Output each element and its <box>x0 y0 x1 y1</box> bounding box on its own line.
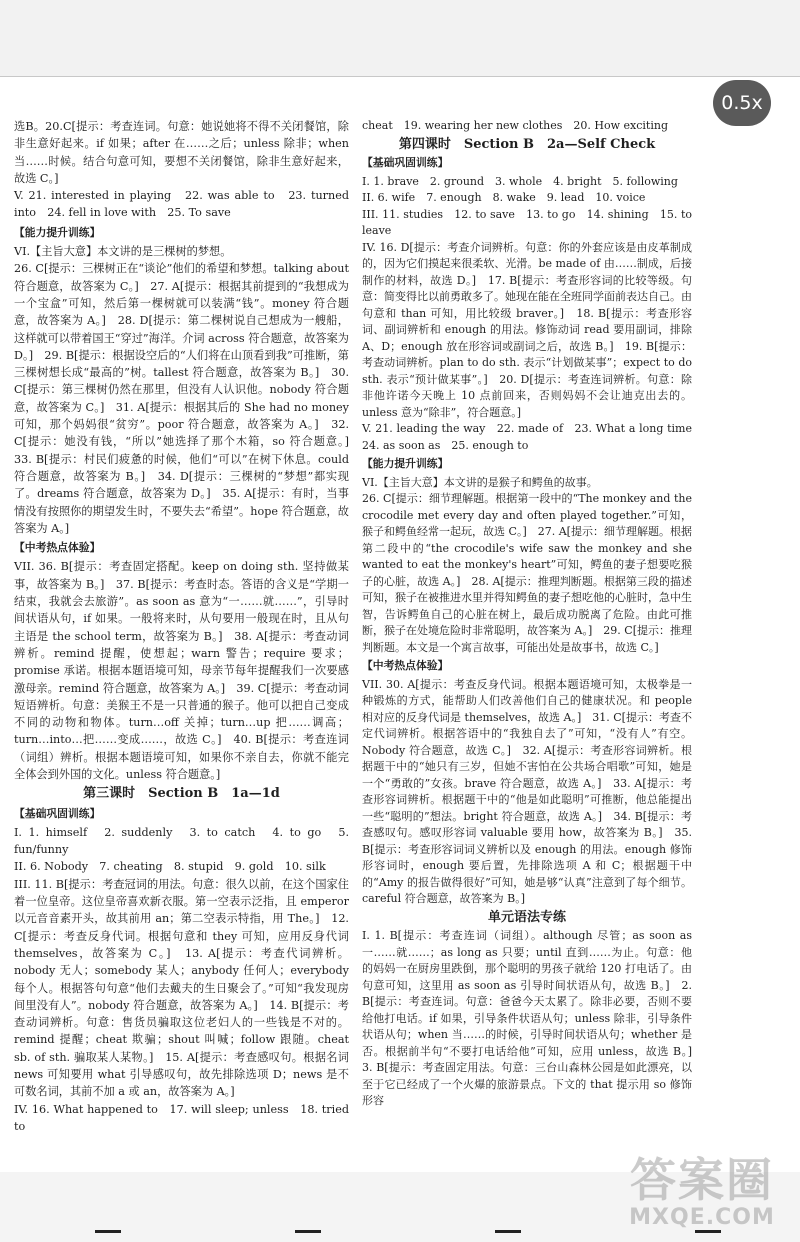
viewer-top-bar <box>0 0 800 76</box>
zoom-level-button[interactable]: 0.5x <box>713 80 771 126</box>
section-heading: 第三课时 Section B 1a—1d <box>83 786 280 802</box>
answer-paragraph: II. 6. wife 7. enough 8. wake 9. lead 10. voice <box>362 191 646 204</box>
answer-paragraph: V. 21. leading the way 22. made of 23. What a long time 24. as soon as 25. enough to <box>362 422 703 452</box>
answer-paragraph: I. 1. himself 2. suddenly 3. to catch 4. to go 5. fun/funny <box>14 825 349 857</box>
training-label: 【能力提升训练】 <box>362 457 449 470</box>
answer-paragraph: VII. 36. B[提示：考查固定搭配。keep on doing sth. 坚持做某事，故答案为 B。] 37. B[提示：考查时态。答语的含义是“学期一结束，我就会去旅游”。as soon as 意为“一……就……”，引导时间状语从句，if 如果。一般将来时，从句要用一般现在时，且从句主语是 the school term，故答案为 B。] 38. A[提示：考查动词辨析。remind 提醒，使想起；warn 警告；require 要求；promise 承诺。根据本题语境可知，母亲节每年提醒我们一次要感激母亲。remind 符合题意，故答案为 A。] 39. C[提示：考查动词短语辨析。句意：美猴王不是一只普通的猴子。他可以把自己变成不同的动物和物体。turn…off 关掉；turn…up 把……调高；turn…into…把……变成……，故选 C。] 40. B[提示：考查连词（词组）辨析。根据本题语境可知，如果你不亲自去，你就不能完全体会到外国的文化。unless 符合题意。] <box>14 560 349 781</box>
answer-paragraph: VII. 30. A[提示：考查反身代词。根据本题语境可知，太极拳是一种锻炼的方式，能帮助人们改善他们自己的健康状况。和 people 相对应的反身代词是 themselves，故选 A。] 31. C[提示：考查不定代词辨析。根据答语中的“我独自去了”可知，“没有人”有空。Nobody 符合题意，故选 C。] 32. A[提示：考查形容词辨析。根据题干中的“她只有三岁，但她不害怕在公共场合唱歌”可知，她是一个“勇敢的”女孩。brave 符合题意，故选 A。] 33. A[提示：考查形容词辨析。根据题干中的“他是如此聪明”可推断，他总能提出一些“聪明的”想法。bright 符合题意，故选 A。] 34. B[提示：考查感叹句。感叹形容词 valuable 要用 how，故答案为 B。] 35. B[提示：考查形容词词义辨析以及 enough 的用法。enough 修饰形容词时，enough 要后置，先排除选项 A 和 C；根据题干中的“Amy 的报告做得很好”可知，她是够“认真”注意到了每个细节。careful 符合题意，故答案为 B。] <box>362 677 692 905</box>
answer-paragraph: VI.【主旨大意】本文讲的是猴子和鳄鱼的故事。 <box>362 475 598 489</box>
section-heading: 第四课时 Section B 2a—Self Check <box>398 136 656 152</box>
answer-column-right <box>362 118 703 1110</box>
training-label: 【能力提升训练】 <box>14 225 101 239</box>
answer-paragraph: III. 11. B[提示：考查冠词的用法。句意：很久以前，在这个国家住着一位皇帝。这位皇帝喜欢新衣服。第一空表示泛指，且 emperor 以元音音素开头，故其前用 an；第二空表示特指，用 The。] 12. C[提示：考查反身代词。根据句意和 they 可知，应用反身代词 themselves，故答案为 C。] 13. A[提示：考查代词辨析。nobody 无人；somebody 某人；anybody 任何人；everybody 每个人。根据答句句意“他们去戴夫的生日聚会了。”可知“我发现房间里没有人”。nobody 符合题意，故答案为 A。] 14. B[提示：考查动词辨析。句意：售货员骗取这位老妇人的一些钱是不对的。remind 提醒；cheat 欺骗；shout 叫喊；follow 跟随。cheat sb. of sth. 骗取某人某物。] 15. A[提示：考查感叹句。根据名词 news 可知要用 what 引导感叹句，故先排除选项 D；news 是不可数名词，其前不加 a 或 an，故答案为 A。] <box>14 877 349 1099</box>
answer-paragraph: I. 1. B[提示：考查连词（词组）。although 尽管；as soon as 一……就……；as long as 只要；until 直到……为止。句意：他的妈妈一在厨房里跌倒，那个聪明的男孩子就给 120 打电话了。由句意可知，这里用 as soon as 引导时间状语从句，故选 B。] 2. B[提示：考查连词。句意：爸爸今天太累了。除非必要，否则不要给他打电话。if 如果，引导条件状语从句；unless 除非，引导条件状语从句；when 当……的时候，引导时间状语从句；whether 是否。根据前半句“不要打电话给他”可知，应用 unless，故选 B。] 3. B[提示：考查固定用法。句意：三台山森林公园是如此漂亮，以至于它已经成了一个火爆的旅游景点。下文的 that 提示用 so 修饰形容 <box>362 929 703 1107</box>
answer-column-left <box>14 118 361 1135</box>
training-label: 【基础巩固训练】 <box>14 806 101 820</box>
toolbar-icon[interactable] <box>495 1230 521 1233</box>
answer-paragraph: 26. C[提示：细节理解题。根据第一段中的“The monkey and the crocodile met every day and often played together.”可知，猴子和鳄鱼经常一起玩，故选 C。] 27. A[提示：细节理解题。根据第二段中的“the crocodile's wife saw the monkey and she wanted to eat the monkey's heart”可知，鳄鱼的妻子想要吃猴子的心脏，故选 A。] 28. A[提示：推理判断题。根据第三段的描述可知，猴子在被推进水里并得知鳄鱼的妻子想吃他的心脏时，急中生智，告诉鳄鱼自己的心脏在树上，最后成功脱离了危险。由此可推断，猴子在处境危险时非常聪明，故答案为 A。] 29. C[提示：推理判断题。本文是一个寓言故事，可能出处是故事书，故选 C。] <box>362 492 692 654</box>
answer-paragraph: 26. C[提示：三棵树正在“谈论”他们的希望和梦想。talking about 符合题意，故答案为 C。] 27. A[提示：根据其前提到的“我想成为一个宝盒”可知，然后第一棵树就可以装满“钱”。money 符合题意，故答案为 A。] 28. D[提示：第二棵树说自己想成为一艘船，这样就可以带着国王“穿过”海洋。介词 across 符合题意，故答案为 D。] 29. B[提示：根据设空后的“人们将在山顶看到我”可推断，第三棵树想长成“最高的”树。tallest 符合题意，故答案为 B。] 30. C[提示：第三棵树仍然在那里，但没有人认识他。nobody 符合题意，故答案为 C。] 31. A[提示：根据其后的 She had no money 可知，那个妈妈很“贫穷”。poor 符合题意，故答案为 A。] 32. C[提示：她没有钱，“所以”她选择了那个木箱，so 符合题意。] 33. B[提示：村民们疲惫的时候，他们“可以”在树下休息。could 符合题意，故答案为 B。] 34. D[提示：三棵树的“梦想”都实现了。dreams 符合题意，故答案为 D。] 35. A[提示：有时，当事情没有按照你的期望发生时，不要失去“希望”。hope 符合题意，故答案为 A。] <box>14 262 361 535</box>
toolbar-icon[interactable] <box>695 1230 721 1233</box>
answer-paragraph: II. 6. Nobody 7. cheating 8. stupid 9. gold 10. silk <box>14 860 326 874</box>
answer-paragraph: 选B。20.C[提示：考查连词。句意：她说她将不得不关闭餐馆，除非生意好起来。if 如果；after 在……之后；unless 除非；when 当……时候。结合句意可知，要想不关闭餐馆，除非生意好起来，故选 C。] <box>14 120 349 185</box>
answer-paragraph: cheat 19. wearing her new clothes 20. How exciting <box>362 119 668 132</box>
answer-paragraph: III. 11. studies 12. to save 13. to go 14. shining 15. to leave <box>362 207 692 237</box>
answer-paragraph: IV. 16. D[提示：考查介词辨析。句意：你的外套应该是由皮革制成的，因为它们摸起来很柔软、光滑。be made of 由……制成，后接制作的材料，故选 D。] 17. B[提示：考查形容词的比较等级。句意：简变得比以前勇敢多了。她现在能在全班同学面前表达自己。由句意和 than 可知，用比较级 braver。] 18. B[提示：考查形容词、副词辨析和 enough 的用法。修饰动词 read 要用副词，排除 A、D；enough 放在形容词或副词之后，故选 B。] 19. B[提示：考查动词辨析。plan to do sth. 表示“计划做某事”；expect to do sth. 表示“预计做某事”。] 20. D[提示：考查连词辨析。句意：除非他许诺今天晚上 10 点前回来，否则妈妈不会让迪克出去的。unless 意为“除非”，符合题意。] <box>362 240 692 419</box>
answer-paragraph: VI.【主旨大意】本文讲的是三棵树的梦想。 <box>14 245 232 259</box>
section-heading: 单元语法专练 <box>487 909 566 925</box>
training-label: 【基础巩固训练】 <box>362 156 449 169</box>
watermark-domain: MXQE.COM <box>629 1205 775 1230</box>
answer-paragraph: I. 1. brave 2. ground 3. whole 4. bright 5. following <box>362 174 678 188</box>
viewer-divider <box>0 76 800 77</box>
watermark-title: 答案圈 <box>630 1153 774 1207</box>
toolbar-icon[interactable] <box>95 1230 121 1233</box>
toolbar-icon[interactable] <box>295 1230 321 1233</box>
answer-paragraph: V. 21. interested in playing 22. was able to 23. turned into 24. fell in love with 25. To save <box>14 189 349 220</box>
training-label: 【中考热点体验】 <box>362 659 449 672</box>
bottom-toolbar <box>0 1226 800 1242</box>
answer-paragraph: IV. 16. What happened to 17. will sleep; unless 18. tried to <box>14 1102 349 1133</box>
training-label: 【中考热点体验】 <box>14 541 101 555</box>
